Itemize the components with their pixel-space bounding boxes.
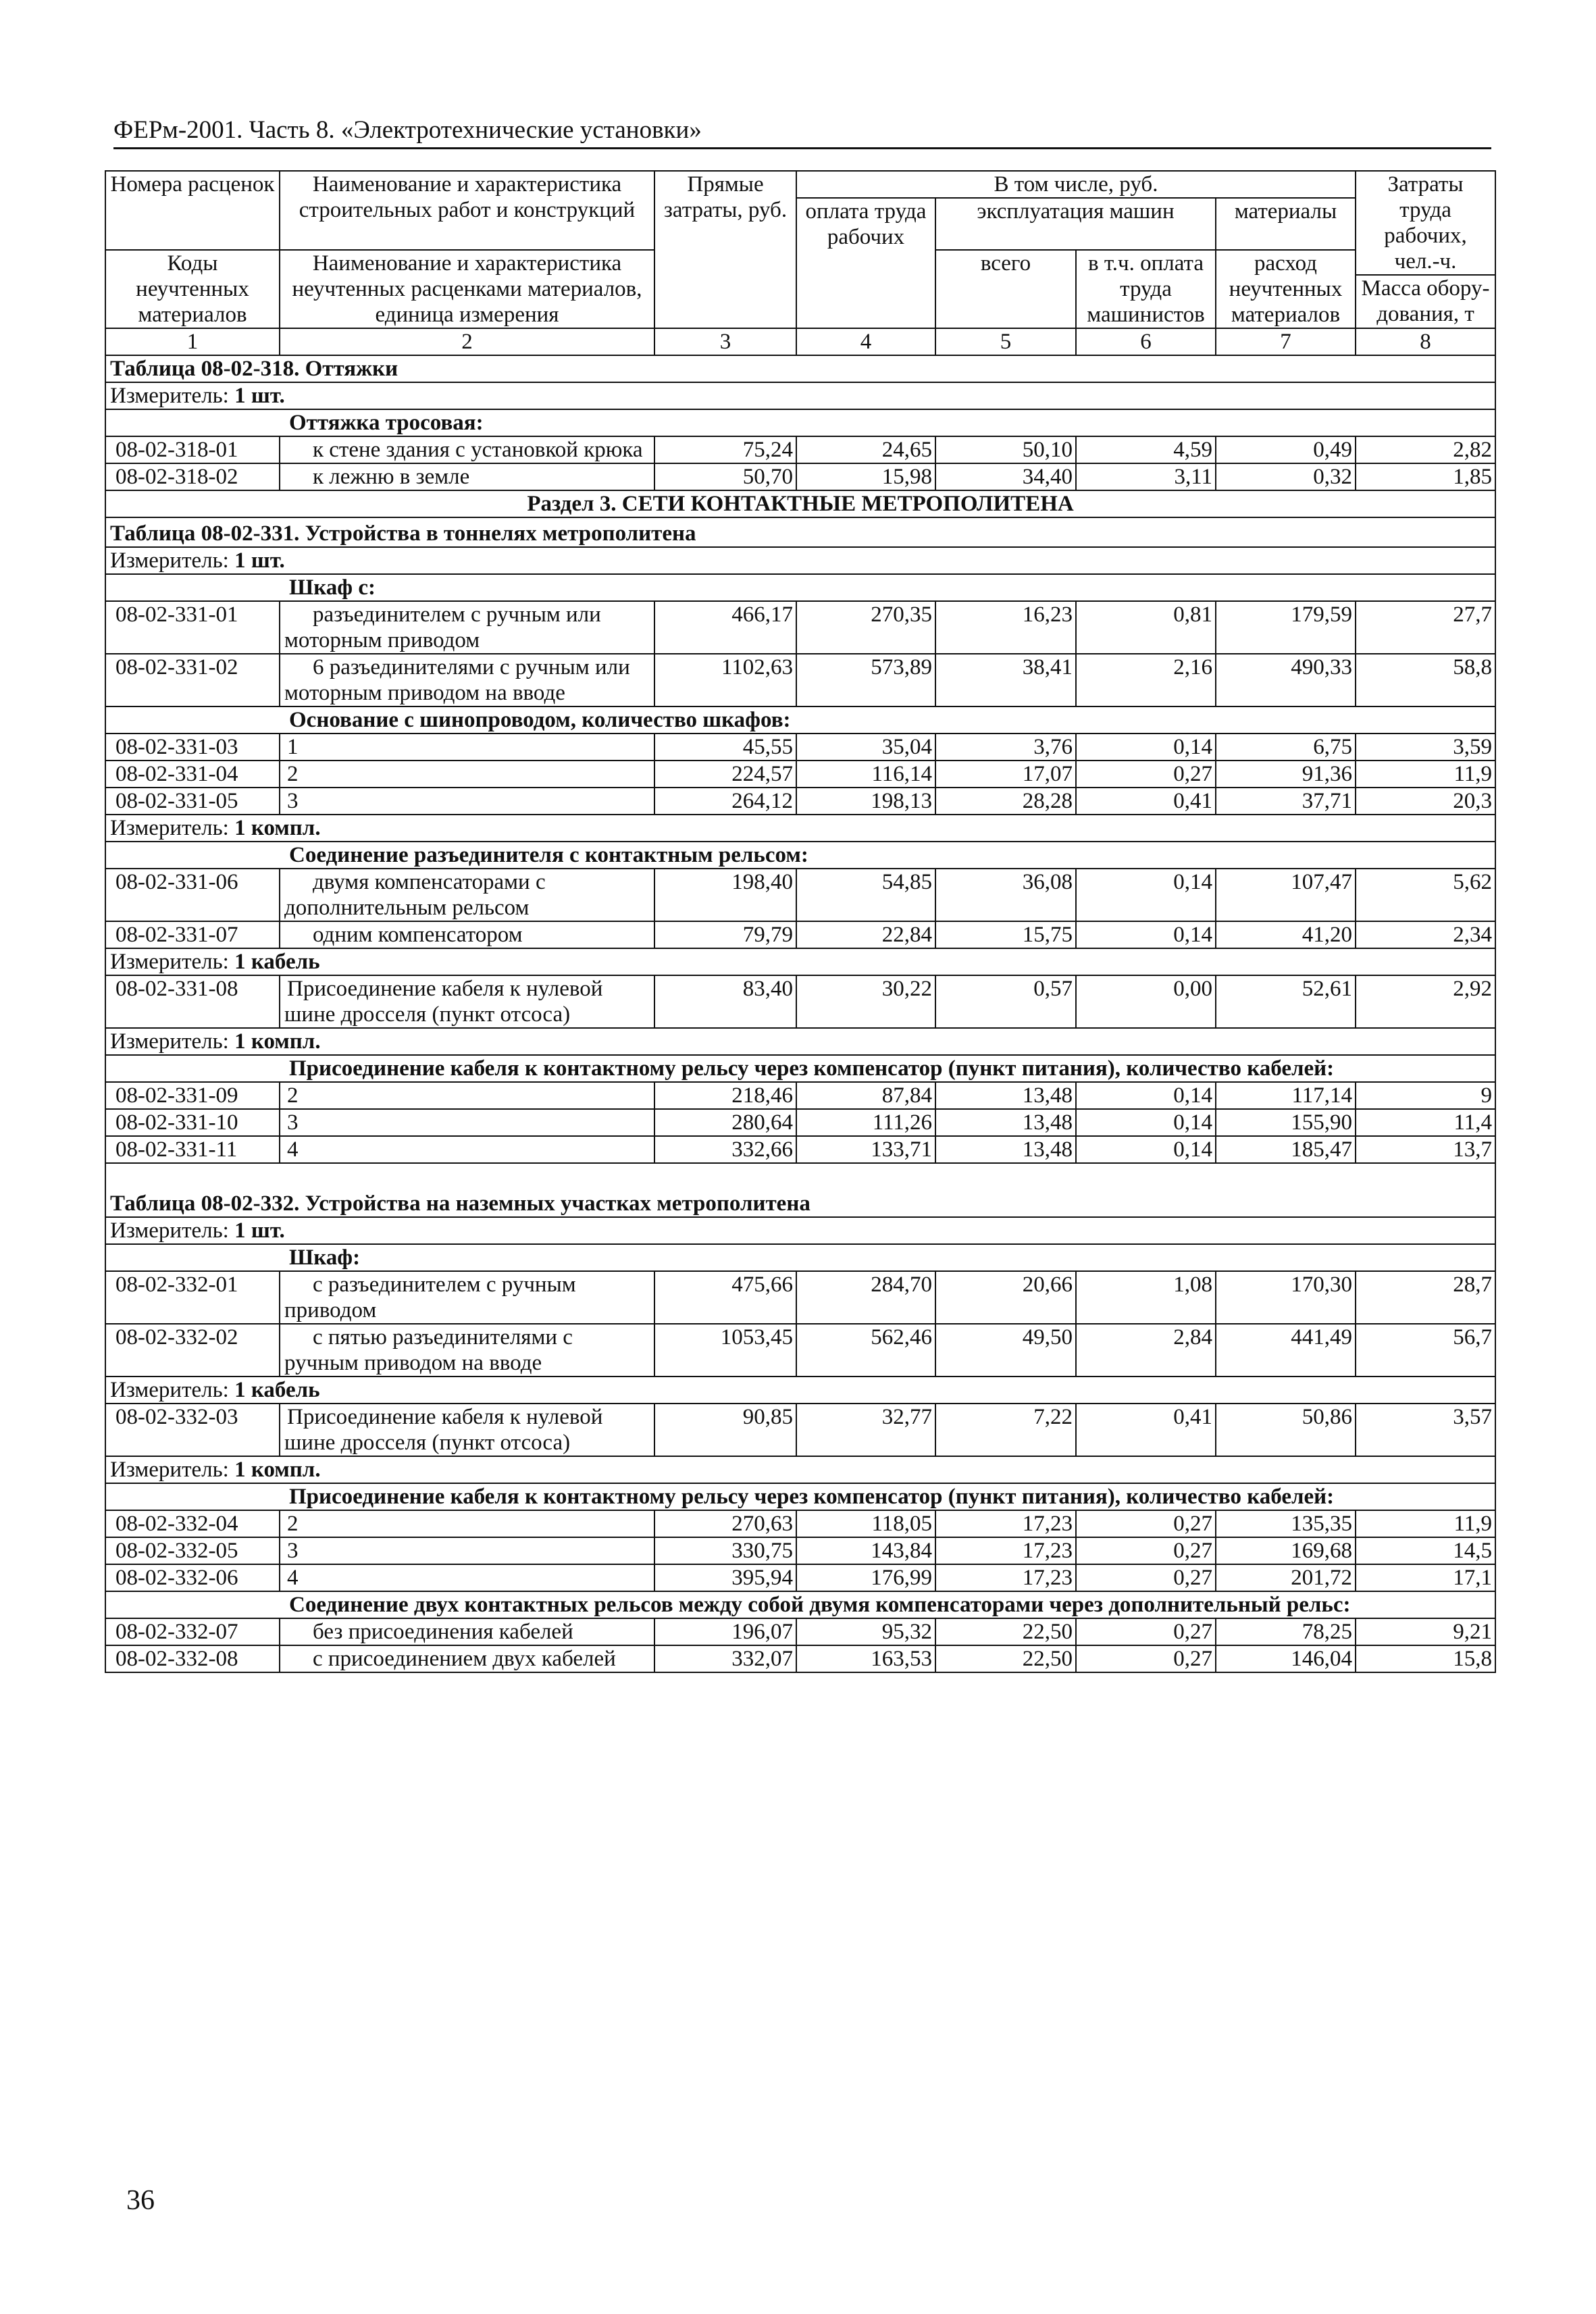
machines-total: 17,07: [935, 761, 1076, 788]
operator-wages: 1,08: [1076, 1271, 1216, 1324]
machines-total: 20,66: [935, 1271, 1076, 1324]
operator-wages: 0,14: [1076, 1109, 1216, 1136]
measure-row: [105, 815, 1495, 842]
rate-name: с разъединителем с ручным приводом: [280, 1271, 654, 1324]
worker-wages: 118,05: [796, 1510, 935, 1537]
operator-wages: 0,27: [1076, 1618, 1216, 1645]
col8-bottom-header: Масса обору-дования, т: [1356, 275, 1495, 328]
operator-wages: 2,84: [1076, 1324, 1216, 1377]
operator-wages: 0,27: [1076, 761, 1216, 788]
operator-wages: 0,81: [1076, 601, 1216, 654]
operator-wages: 0,27: [1076, 1537, 1216, 1564]
direct-costs: 75,24: [654, 436, 796, 463]
rate-code: 08-02-332-04: [105, 1510, 280, 1537]
machines-total: 22,50: [935, 1645, 1076, 1672]
direct-costs: 466,17: [654, 601, 796, 654]
group-row: [105, 409, 1495, 436]
column-number: 7: [1216, 328, 1356, 355]
worker-wages: 32,77: [796, 1404, 935, 1456]
direct-costs: 90,85: [654, 1404, 796, 1456]
group-heading: Соединение разъединителя с контактным рельсом:: [105, 842, 1495, 869]
column-number-row: [105, 328, 1495, 355]
column-number: 6: [1076, 328, 1216, 355]
page-number: 36: [126, 2185, 155, 2216]
table-row: [105, 869, 1495, 921]
rate-code: 08-02-331-06: [105, 869, 280, 921]
machines-total: 7,22: [935, 1404, 1076, 1456]
rate-name: с пятью разъединителями с ручным приводом на вводе: [280, 1324, 654, 1377]
col5-header: всего: [935, 250, 1076, 328]
group-row: [105, 574, 1495, 601]
labor-hours: 56,7: [1356, 1324, 1495, 1377]
rate-code: 08-02-332-02: [105, 1324, 280, 1377]
operator-wages: 0,14: [1076, 1082, 1216, 1109]
column-number: 5: [935, 328, 1076, 355]
direct-costs: 224,57: [654, 761, 796, 788]
rate-code: 08-02-331-08: [105, 975, 280, 1028]
group-heading: Присоединение кабеля к контактному рельсу через компенсатор (пункт питания), количество кабелей:: [105, 1483, 1495, 1510]
materials-cost: 146,04: [1216, 1645, 1356, 1672]
materials-cost: 441,49: [1216, 1324, 1356, 1377]
worker-wages: 15,98: [796, 463, 935, 490]
rate-name: 3: [280, 788, 654, 815]
group-heading: Шкаф с:: [105, 574, 1495, 601]
table-row: [105, 788, 1495, 815]
table-row: [105, 1618, 1495, 1645]
table-row: [105, 463, 1495, 490]
worker-wages: 163,53: [796, 1645, 935, 1672]
table-row: [105, 1564, 1495, 1591]
worker-wages: 573,89: [796, 654, 935, 706]
direct-costs: 332,07: [654, 1645, 796, 1672]
rate-name: двумя компенсаторами с дополнительным рельсом: [280, 869, 654, 921]
rate-name: к стене здания с установкой крюка: [280, 436, 654, 463]
measure-unit: Измеритель: 1 компл.: [105, 1456, 1495, 1483]
measure-unit: Измеритель: 1 шт.: [105, 382, 1495, 409]
rate-name: 3: [280, 1537, 654, 1564]
machines-total: 50,10: [935, 436, 1076, 463]
worker-wages: 24,65: [796, 436, 935, 463]
worker-wages: 35,04: [796, 734, 935, 761]
column-number: 2: [280, 328, 654, 355]
worker-wages: 22,84: [796, 921, 935, 948]
machines-total: 16,23: [935, 601, 1076, 654]
rate-name: 4: [280, 1564, 654, 1591]
labor-hours: 9: [1356, 1082, 1495, 1109]
labor-hours: 3,59: [1356, 734, 1495, 761]
machines-total: 17,23: [935, 1564, 1076, 1591]
col4-header: оплата труда рабочих: [796, 198, 935, 328]
rate-code: 08-02-332-07: [105, 1618, 280, 1645]
worker-wages: 87,84: [796, 1082, 935, 1109]
worker-wages: 176,99: [796, 1564, 935, 1591]
group-heading: Соединение двух контактных рельсов между собой двумя компенсаторами через дополнительный рельс:: [105, 1591, 1495, 1618]
table-row: [105, 1537, 1495, 1564]
page-header: ФЕРм-2001. Часть 8. «Электротехнические установки»: [113, 115, 1491, 149]
group-row: [105, 1055, 1495, 1082]
table-331-title: Таблица 08-02-331. Устройства в тоннелях метрополитена: [105, 517, 1495, 547]
direct-costs: 280,64: [654, 1109, 796, 1136]
labor-hours: 14,5: [1356, 1537, 1495, 1564]
rate-name: 1: [280, 734, 654, 761]
table-row: [105, 1109, 1495, 1136]
rate-name: 2: [280, 761, 654, 788]
rate-name: 4: [280, 1136, 654, 1163]
table-row: [105, 654, 1495, 706]
group-heading: Основание с шинопроводом, количество шкафов:: [105, 706, 1495, 734]
group-row: [105, 1244, 1495, 1271]
materials-cost: 0,49: [1216, 436, 1356, 463]
labor-hours: 2,82: [1356, 436, 1495, 463]
group-heading: Шкаф:: [105, 1244, 1495, 1271]
machines-total: 3,76: [935, 734, 1076, 761]
materials-cost: 78,25: [1216, 1618, 1356, 1645]
machines-total: 13,48: [935, 1082, 1076, 1109]
rate-name: 6 разъединителями с ручным или моторным приводом на вводе: [280, 654, 654, 706]
labor-hours: 17,1: [1356, 1564, 1495, 1591]
materials-cost: 107,47: [1216, 869, 1356, 921]
col8-top-header: Затраты труда рабочих, чел.-ч.: [1356, 171, 1495, 275]
direct-costs: 50,70: [654, 463, 796, 490]
rate-code: 08-02-332-05: [105, 1537, 280, 1564]
rate-code: 08-02-331-10: [105, 1109, 280, 1136]
worker-wages: 30,22: [796, 975, 935, 1028]
labor-hours: 20,3: [1356, 788, 1495, 815]
group-heading: Оттяжка тросовая:: [105, 409, 1495, 436]
materials-cost: 6,75: [1216, 734, 1356, 761]
rate-name: к лежню в земле: [280, 463, 654, 490]
labor-hours: 2,34: [1356, 921, 1495, 948]
direct-costs: 218,46: [654, 1082, 796, 1109]
rate-code: 08-02-331-04: [105, 761, 280, 788]
operator-wages: 0,14: [1076, 869, 1216, 921]
materials-cost: 41,20: [1216, 921, 1356, 948]
table-row: [105, 436, 1495, 463]
materials-cost: 135,35: [1216, 1510, 1356, 1537]
measure-unit: Измеритель: 1 компл.: [105, 815, 1495, 842]
table-row: [105, 761, 1495, 788]
operator-wages: 2,16: [1076, 654, 1216, 706]
materials-cost: 169,68: [1216, 1537, 1356, 1564]
group-row: [105, 1483, 1495, 1510]
machines-total: 36,08: [935, 869, 1076, 921]
table-row: [105, 921, 1495, 948]
direct-costs: 332,66: [654, 1136, 796, 1163]
rate-name: 3: [280, 1109, 654, 1136]
table-row: [105, 1082, 1495, 1109]
table-row: [105, 975, 1495, 1028]
labor-hours: 15,8: [1356, 1645, 1495, 1672]
col3-header: Прямые затраты, руб.: [654, 171, 796, 328]
rate-code: 08-02-331-05: [105, 788, 280, 815]
table-row: [105, 1271, 1495, 1324]
worker-wages: 143,84: [796, 1537, 935, 1564]
group-heading: Присоединение кабеля к контактному рельсу через компенсатор (пункт питания), количество кабелей:: [105, 1055, 1495, 1082]
direct-costs: 198,40: [654, 869, 796, 921]
rate-code: 08-02-332-01: [105, 1271, 280, 1324]
rate-code: 08-02-331-07: [105, 921, 280, 948]
group-row: [105, 842, 1495, 869]
table-row: [105, 1510, 1495, 1537]
rate-code: 08-02-332-06: [105, 1564, 280, 1591]
labor-hours: 11,9: [1356, 1510, 1495, 1537]
measure-unit: Измеритель: 1 шт.: [105, 547, 1495, 574]
rate-code: 08-02-331-01: [105, 601, 280, 654]
rate-name: Присоединение кабеля к нулевой шине дросселя (пункт отсоса): [280, 975, 654, 1028]
operator-wages: 0,27: [1076, 1645, 1216, 1672]
materials-cost: 179,59: [1216, 601, 1356, 654]
labor-hours: 13,7: [1356, 1136, 1495, 1163]
section-row: [105, 490, 1495, 517]
labor-hours: 2,92: [1356, 975, 1495, 1028]
direct-costs: 475,66: [654, 1271, 796, 1324]
rate-name: 2: [280, 1510, 654, 1537]
machines-total: 17,23: [935, 1510, 1076, 1537]
machines-total: 15,75: [935, 921, 1076, 948]
materials-cost: 185,47: [1216, 1136, 1356, 1163]
worker-wages: 284,70: [796, 1271, 935, 1324]
materials-cost: 91,36: [1216, 761, 1356, 788]
operator-wages: 0,14: [1076, 1136, 1216, 1163]
in-total-header: В том числе, руб.: [796, 171, 1356, 198]
worker-wages: 95,32: [796, 1618, 935, 1645]
materials-cost: 0,32: [1216, 463, 1356, 490]
operator-wages: 0,27: [1076, 1510, 1216, 1537]
rate-code: 08-02-331-02: [105, 654, 280, 706]
materials-cost: 170,30: [1216, 1271, 1356, 1324]
table-332-title: Таблица 08-02-332. Устройства на наземных участках метрополитена: [105, 1163, 1495, 1217]
rate-code: 08-02-332-08: [105, 1645, 280, 1672]
direct-costs: 83,40: [654, 975, 796, 1028]
machines-header: эксплуатация машин: [935, 198, 1216, 250]
rate-code: 08-02-331-03: [105, 734, 280, 761]
table-row: [105, 1645, 1495, 1672]
direct-costs: 45,55: [654, 734, 796, 761]
rate-code: 08-02-318-01: [105, 436, 280, 463]
machines-total: 13,48: [935, 1136, 1076, 1163]
machines-total: 38,41: [935, 654, 1076, 706]
table-318-title: Таблица 08-02-318. Оттяжки: [105, 355, 1495, 382]
col2-top-header: Наименование и характеристика строительных работ и конструкций: [280, 171, 654, 250]
column-number: 3: [654, 328, 796, 355]
labor-hours: 58,8: [1356, 654, 1495, 706]
col6-header: в т.ч. оплата труда машинистов: [1076, 250, 1216, 328]
column-number: 4: [796, 328, 935, 355]
rate-code: 08-02-318-02: [105, 463, 280, 490]
table-row: [105, 1404, 1495, 1456]
labor-hours: 11,4: [1356, 1109, 1495, 1136]
rate-name: с присоединением двух кабелей: [280, 1645, 654, 1672]
materials-header: материалы: [1216, 198, 1356, 250]
materials-cost: 117,14: [1216, 1082, 1356, 1109]
direct-costs: 330,75: [654, 1537, 796, 1564]
labor-hours: 5,62: [1356, 869, 1495, 921]
table-title-row: [105, 355, 1495, 382]
worker-wages: 562,46: [796, 1324, 935, 1377]
worker-wages: 133,71: [796, 1136, 935, 1163]
table-row: [105, 734, 1495, 761]
machines-total: 13,48: [935, 1109, 1076, 1136]
group-row: [105, 706, 1495, 734]
operator-wages: 0,00: [1076, 975, 1216, 1028]
direct-costs: 196,07: [654, 1618, 796, 1645]
worker-wages: 111,26: [796, 1109, 935, 1136]
labor-hours: 27,7: [1356, 601, 1495, 654]
section-title: Раздел 3. СЕТИ КОНТАКТНЫЕ МЕТРОПОЛИТЕНА: [105, 490, 1495, 517]
measure-unit: Измеритель: 1 кабель: [105, 948, 1495, 975]
worker-wages: 198,13: [796, 788, 935, 815]
materials-cost: 50,86: [1216, 1404, 1356, 1456]
group-row: [105, 1591, 1495, 1618]
rate-name: одним компенсатором: [280, 921, 654, 948]
direct-costs: 264,12: [654, 788, 796, 815]
table-row: [105, 601, 1495, 654]
operator-wages: 0,41: [1076, 1404, 1216, 1456]
measure-unit: Измеритель: 1 кабель: [105, 1377, 1495, 1404]
operator-wages: 0,14: [1076, 921, 1216, 948]
column-number: 8: [1356, 328, 1495, 355]
measure-row: [105, 1377, 1495, 1404]
direct-costs: 270,63: [654, 1510, 796, 1537]
worker-wages: 54,85: [796, 869, 935, 921]
table-row: [105, 1136, 1495, 1163]
direct-costs: 79,79: [654, 921, 796, 948]
table-title-row: [105, 1163, 1495, 1217]
machines-total: 28,28: [935, 788, 1076, 815]
rate-code: 08-02-331-11: [105, 1136, 280, 1163]
rates-table: [105, 170, 1496, 1673]
machines-total: 22,50: [935, 1618, 1076, 1645]
operator-wages: 0,14: [1076, 734, 1216, 761]
operator-wages: 0,41: [1076, 788, 1216, 815]
worker-wages: 116,14: [796, 761, 935, 788]
operator-wages: 3,11: [1076, 463, 1216, 490]
rate-code: 08-02-331-09: [105, 1082, 280, 1109]
materials-cost: 52,61: [1216, 975, 1356, 1028]
labor-hours: 11,9: [1356, 761, 1495, 788]
table-row: [105, 1324, 1495, 1377]
column-number: 1: [105, 328, 280, 355]
measure-unit: Измеритель: 1 шт.: [105, 1217, 1495, 1244]
col1-top-header: Номера расценок: [105, 171, 280, 250]
labor-hours: 28,7: [1356, 1271, 1495, 1324]
measure-unit: Измеритель: 1 компл.: [105, 1028, 1495, 1055]
operator-wages: 0,27: [1076, 1564, 1216, 1591]
direct-costs: 1102,63: [654, 654, 796, 706]
col1-bottom-header: Коды неучтенных материалов: [105, 250, 280, 328]
machines-total: 49,50: [935, 1324, 1076, 1377]
measure-row: [105, 382, 1495, 409]
measure-row: [105, 948, 1495, 975]
measure-row: [105, 1217, 1495, 1244]
labor-hours: 3,57: [1356, 1404, 1495, 1456]
operator-wages: 4,59: [1076, 436, 1216, 463]
rate-name: 2: [280, 1082, 654, 1109]
labor-hours: 9,21: [1356, 1618, 1495, 1645]
rate-name: разъединителем с ручным или моторным приводом: [280, 601, 654, 654]
machines-total: 0,57: [935, 975, 1076, 1028]
rates-document: [105, 170, 1495, 1673]
materials-cost: 155,90: [1216, 1109, 1356, 1136]
worker-wages: 270,35: [796, 601, 935, 654]
rate-code: 08-02-332-03: [105, 1404, 280, 1456]
machines-total: 34,40: [935, 463, 1076, 490]
measure-row: [105, 547, 1495, 574]
materials-cost: 490,33: [1216, 654, 1356, 706]
table-title-row: [105, 517, 1495, 547]
header-row-1: [105, 171, 1495, 198]
direct-costs: 1053,45: [654, 1324, 796, 1377]
col2-bottom-header: Наименование и характеристика неучтенных расценками материалов, единица измерения: [280, 250, 654, 328]
measure-row: [105, 1028, 1495, 1055]
materials-cost: 201,72: [1216, 1564, 1356, 1591]
rate-name: Присоединение кабеля к нулевой шине дросселя (пункт отсоса): [280, 1404, 654, 1456]
machines-total: 17,23: [935, 1537, 1076, 1564]
direct-costs: 395,94: [654, 1564, 796, 1591]
col7-header: расход неучтенных материалов: [1216, 250, 1356, 328]
labor-hours: 1,85: [1356, 463, 1495, 490]
rate-name: без присоединения кабелей: [280, 1618, 654, 1645]
measure-row: [105, 1456, 1495, 1483]
materials-cost: 37,71: [1216, 788, 1356, 815]
